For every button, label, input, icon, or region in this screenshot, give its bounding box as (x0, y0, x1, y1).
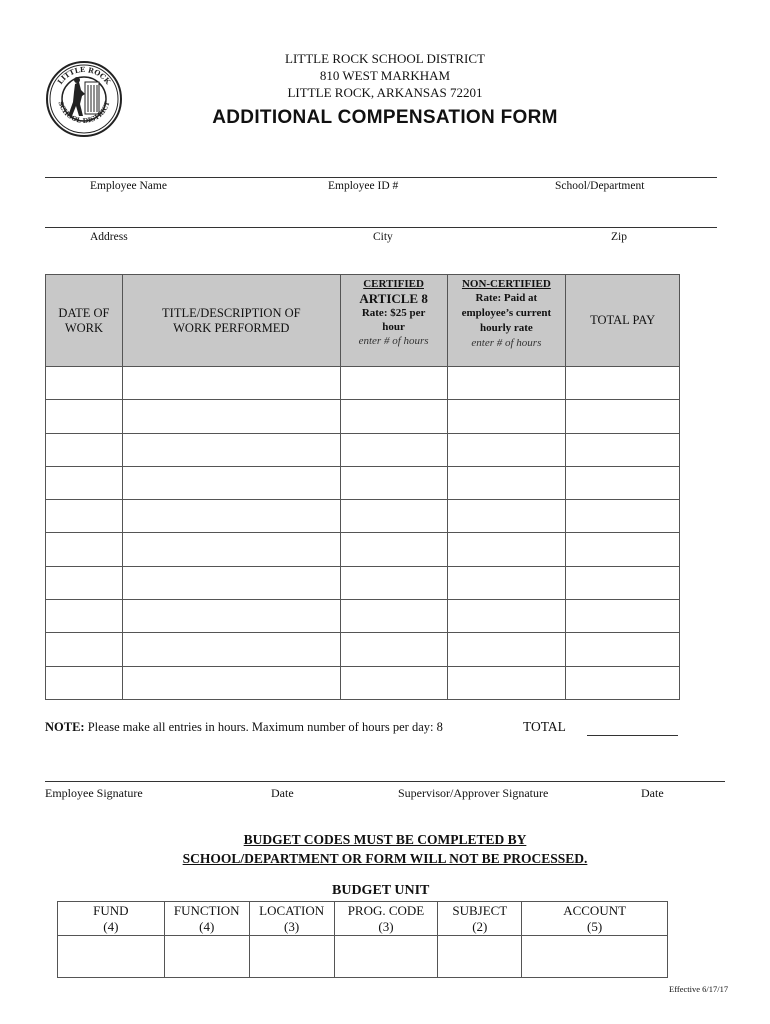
work-row (46, 600, 680, 633)
school-department-label: School/Department (555, 180, 645, 192)
budget-code-input[interactable] (522, 936, 668, 978)
noncertified-hours-cell[interactable] (447, 433, 566, 466)
total-pay-cell[interactable] (566, 466, 680, 499)
title-description-cell[interactable] (122, 400, 340, 433)
title-description-cell[interactable] (122, 633, 340, 666)
logo-bottom-text: SCHOOL DISTRICT (56, 100, 112, 125)
noncertified-hours-cell[interactable] (447, 633, 566, 666)
noncertified-hours-cell[interactable] (447, 566, 566, 599)
budget-code-input[interactable] (438, 936, 522, 978)
work-row (46, 367, 680, 400)
employee-name-label: Employee Name (90, 180, 167, 192)
budget-header-row (58, 902, 668, 936)
work-table (45, 274, 680, 700)
budget-col-digits: (3) (284, 919, 300, 934)
certified-header (340, 275, 447, 367)
budget-col-name: PROG. CODE (347, 903, 425, 918)
title-description-cell[interactable] (122, 533, 340, 566)
budget-heading-line2: SCHOOL/DEPARTMENT OR FORM WILL NOT BE PROCESSED. (182, 851, 588, 866)
noncertified-hours-cell[interactable] (447, 367, 566, 400)
certified-label: CERTIFIED (363, 278, 424, 290)
budget-col-digits: (5) (587, 919, 603, 934)
certified-rate: Rate: $25 per hour (361, 307, 426, 333)
budget-col-digits: (4) (199, 919, 215, 934)
date-of-work-cell[interactable] (46, 666, 123, 699)
noncertified-hours-cell[interactable] (447, 600, 566, 633)
date-of-work-header (46, 275, 123, 367)
total-pay-cell[interactable] (566, 400, 680, 433)
form-title: ADDITIONAL COMPENSATION FORM (212, 107, 558, 128)
date-of-work-cell[interactable] (46, 500, 123, 533)
budget-heading-line1: BUDGET CODES MUST BE COMPLETED BY (243, 832, 527, 847)
date-of-work-cell[interactable] (46, 400, 123, 433)
district-city-state: LITTLE ROCK, ARKANSAS 72201 (287, 85, 483, 100)
budget-code-input[interactable] (164, 936, 249, 978)
noncertified-hours-cell[interactable] (447, 500, 566, 533)
title-description-cell[interactable] (122, 466, 340, 499)
total-pay-label: TOTAL PAY (590, 313, 656, 327)
employee-signature-label: Employee Signature (45, 786, 143, 800)
budget-col-name: FUND (93, 903, 129, 918)
title-description-cell[interactable] (122, 367, 340, 400)
supervisor-date-label: Date (641, 786, 664, 800)
city-label: City (373, 231, 393, 243)
noncertified-hours-cell[interactable] (447, 400, 566, 433)
certified-hours-cell[interactable] (340, 666, 447, 699)
budget-col-header (249, 902, 334, 936)
noncertified-label: NON-CERTIFIED (461, 278, 551, 290)
title-description-cell[interactable] (122, 433, 340, 466)
certified-hours-cell[interactable] (340, 633, 447, 666)
date-of-work-cell[interactable] (46, 433, 123, 466)
budget-col-digits: (4) (103, 919, 119, 934)
budget-col-header (334, 902, 438, 936)
total-pay-cell[interactable] (566, 433, 680, 466)
note-prefix: NOTE: (45, 720, 85, 734)
budget-col-digits: (3) (378, 919, 394, 934)
total-pay-cell[interactable] (566, 566, 680, 599)
total-label: TOTAL (523, 719, 566, 734)
date-of-work-label: DATE OF WORK (58, 305, 110, 335)
budget-col-name: ACCOUNT (563, 903, 627, 918)
work-row (46, 466, 680, 499)
work-row (46, 500, 680, 533)
work-row (46, 666, 680, 699)
budget-entry-row (58, 936, 668, 978)
budget-col-name: SUBJECT (452, 903, 508, 918)
work-row (46, 633, 680, 666)
district-street: 810 WEST MARKHAM (319, 68, 451, 83)
supervisor-signature-label: Supervisor/Approver Signature (398, 786, 549, 800)
certified-enter-hours: enter # of hours (358, 335, 429, 347)
note-text (45, 720, 443, 735)
date-of-work-cell[interactable] (46, 600, 123, 633)
employee-id-label: Employee ID # (328, 180, 399, 192)
note-body: Please make all entries in hours. Maximum number of hours per day: 8 (84, 720, 443, 734)
date-of-work-cell[interactable] (46, 566, 123, 599)
total-pay-cell[interactable] (566, 367, 680, 400)
budget-col-header (58, 902, 165, 936)
total-pay-cell[interactable] (566, 633, 680, 666)
address-line[interactable] (45, 227, 717, 228)
certified-hours-cell[interactable] (340, 500, 447, 533)
title-description-cell[interactable] (122, 566, 340, 599)
address-label: Address (90, 231, 128, 243)
budget-code-input[interactable] (58, 936, 165, 978)
total-pay-cell[interactable] (566, 500, 680, 533)
budget-col-header (164, 902, 249, 936)
district-name: LITTLE ROCK SCHOOL DISTRICT (285, 51, 485, 66)
employee-date-label: Date (271, 786, 294, 800)
date-of-work-cell[interactable] (46, 533, 123, 566)
budget-col-header (438, 902, 522, 936)
certified-hours-cell[interactable] (340, 566, 447, 599)
logo-top-text: LITTLE ROCK (55, 64, 113, 86)
certified-hours-cell[interactable] (340, 400, 447, 433)
noncertified-header (447, 275, 566, 367)
budget-table (57, 901, 668, 978)
noncertified-rate: Rate: Paid at employee’s current hourly rate (461, 292, 552, 334)
certified-hours-cell[interactable] (340, 600, 447, 633)
budget-col-name: LOCATION (259, 903, 325, 918)
budget-code-input[interactable] (334, 936, 438, 978)
noncertified-enter-hours: enter # of hours (471, 337, 542, 349)
total-pay-cell[interactable] (566, 666, 680, 699)
signature-line[interactable] (45, 781, 725, 782)
date-of-work-cell[interactable] (46, 466, 123, 499)
work-table-header (46, 275, 680, 367)
effective-date: Effective 6/17/17 (669, 984, 729, 994)
title-description-cell[interactable] (122, 500, 340, 533)
total-pay-header (566, 275, 680, 367)
total-pay-cell[interactable] (566, 533, 680, 566)
noncertified-hours-cell[interactable] (447, 666, 566, 699)
title-description-label: TITLE/DESCRIPTION OF WORK PERFORMED (162, 305, 301, 335)
title-description-cell[interactable] (122, 666, 340, 699)
title-description-header (122, 275, 340, 367)
total-pay-cell[interactable] (566, 600, 680, 633)
certified-hours-cell[interactable] (340, 533, 447, 566)
date-of-work-cell[interactable] (46, 367, 123, 400)
budget-unit-label: BUDGET UNIT (332, 883, 430, 898)
work-row (46, 533, 680, 566)
budget-col-name: FUNCTION (173, 903, 240, 918)
noncertified-hours-cell[interactable] (447, 466, 566, 499)
certified-hours-cell[interactable] (340, 367, 447, 400)
work-row (46, 566, 680, 599)
employee-info-line[interactable] (45, 177, 717, 178)
certified-article: ARTICLE 8 (359, 291, 428, 306)
title-description-cell[interactable] (122, 600, 340, 633)
work-row (46, 400, 680, 433)
budget-code-input[interactable] (249, 936, 334, 978)
certified-hours-cell[interactable] (340, 466, 447, 499)
noncertified-hours-cell[interactable] (447, 533, 566, 566)
total-line[interactable] (587, 735, 678, 736)
budget-col-header (522, 902, 668, 936)
certified-hours-cell[interactable] (340, 433, 447, 466)
work-row (46, 433, 680, 466)
budget-col-digits: (2) (472, 919, 488, 934)
date-of-work-cell[interactable] (46, 633, 123, 666)
zip-label: Zip (611, 231, 627, 243)
